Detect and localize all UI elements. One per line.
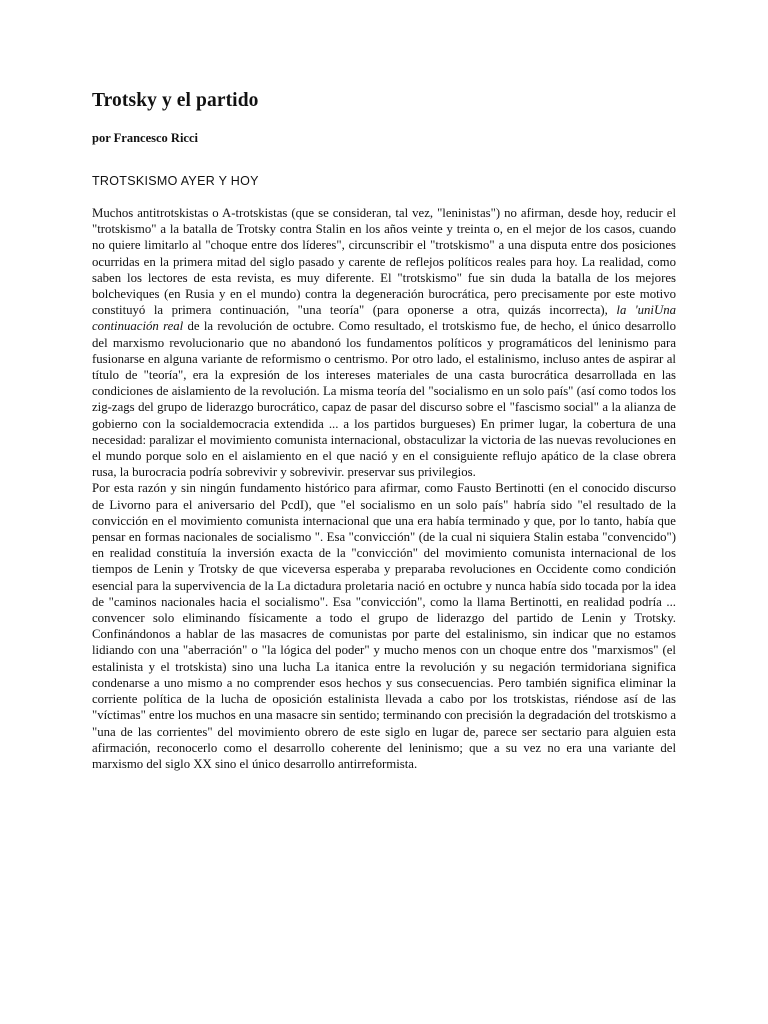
document-page	[92, 88, 676, 772]
section-heading: TROTSKISMO AYER Y HOY	[92, 174, 259, 188]
article-body	[92, 205, 676, 772]
paragraph-1-italic: la 'uniUna continuación real	[92, 303, 676, 334]
paragraph-1-part-b: de la revolución de octubre. Como resultado, el trotskismo fue, de hecho, el único desarrollo del marxismo revolucionario que no abandonó los fundamentos políticos y programáticos del leninismo para fusionarse en alguna variante de reformismo o centrismo. Por otro lado, el estalinismo, incluso antes de aspirar al título de "teoría", era la expresión de los intereses materiales de una casta burocrática desarrollada en las condiciones de aislamiento de la revolución. La misma teoría del "socialismo en un solo país" (así como todos los zig-zags del grupo de liderazgo burocrático, capaz de pasar del discurso sobre el "fascismo social" a la alianza de gobierno con la socialdemocracia extendida ... a los partidos burgueses) En primer lugar, la cobertura de una necesidad: paralizar el movimiento comunista internacional, obstaculizar la victoria de las nuevas revoluciones en el mundo porque solo en el aislamiento en el que nació y en el consiguiente reflujo apático de la clase obrera rusa, la burocracia podría sobrevivir y sobrevivir. preservar sus privilegios.	[92, 319, 676, 480]
author-byline: por Francesco Ricci	[92, 131, 198, 145]
paragraph-1-part-a: Muchos antitrotskistas o A-trotskistas (que se consideran, tal vez, "leninistas") no afirman, desde hoy, reducir el "trotskismo" a la batalla de Trotsky contra Stalin en los años veinte y treinta o, en el mejor de los casos, cuando no quiere limitarlo al "choque entre dos líderes", circunscribir el "trotskismo" a una disputa entre dos posiciones ocurridas en la primera mitad del siglo pasado y carente de reflejos políticos reales para hoy. La realidad, como saben los lectores de esta revista, es muy diferente. El "trotskismo" fue sin duda la batalla de los mejores bolcheviques (en Rusia y en el mundo) contra la degeneración burocrática, pero precisamente por este motivo constituyó la primera continuación, "una teoría" (para oponerse a otra, quizás incorrecta),	[92, 206, 676, 318]
paragraph-1	[92, 205, 676, 480]
paragraph-2: Por esta razón y sin ningún fundamento histórico para afirmar, como Fausto Bertinotti (en el conocido discurso de Livorno para el aniversario del PcdI), que "el socialismo en un solo país" habría sido "el resultado de la convicción en el movimiento comunista internacional que una era había terminado y que, por lo tanto, había que pensar en formas nacionales de socialismo ". Esa "convicción" (de la cual ni siquiera Stalin estaba "convencido") en realidad constituía la inversión exacta de la "convicción" del movimiento comunista internacional de los tiempos de Lenin y Trotsky de que viceversa esperaba y preparaba revoluciones en Occidente como condición esencial para la supervivencia de la La dictadura proletaria nació en octubre y nunca había sido tocada por la idea de "caminos nacionales hacia el socialismo". Esa "convicción", como la llama Bertinotti, en realidad podría ... convencer solo eliminando físicamente a todo el grupo de liderazgo del partido de Lenin y Trotsky. Confinándonos a hablar de las masacres de comunistas por parte del estalinismo, sin indicar que no estamos lidiando con una "aberración" o "la lógica del poder" y mucho menos con un choque entre dos "marxismos" (el estalinista y el trotskista) sino una lucha La itanica entre la revolución y su negación termidoriana significa condenarse a uno mismo a no comprender esos hechos y sus consecuencias. Pero también significa eliminar la corriente política de la lucha de oposición estalinista llevada a cabo por los trotskistas, riéndose así de las "víctimas" entre los muchos en una masacre sin sentido; terminando con precisión la degradación del trotskismo a "una de las corrientes" del movimiento obrero de este siglo en lugar de, parece ser sectario para alguien esta afirmación, reconocerlo como el desarrollo coherente del leninismo; que a su vez no era una variante del marxismo del siglo XX sino el único desarrollo antirreformista.	[92, 481, 677, 771]
document-title: Trotsky y el partido	[92, 90, 259, 111]
